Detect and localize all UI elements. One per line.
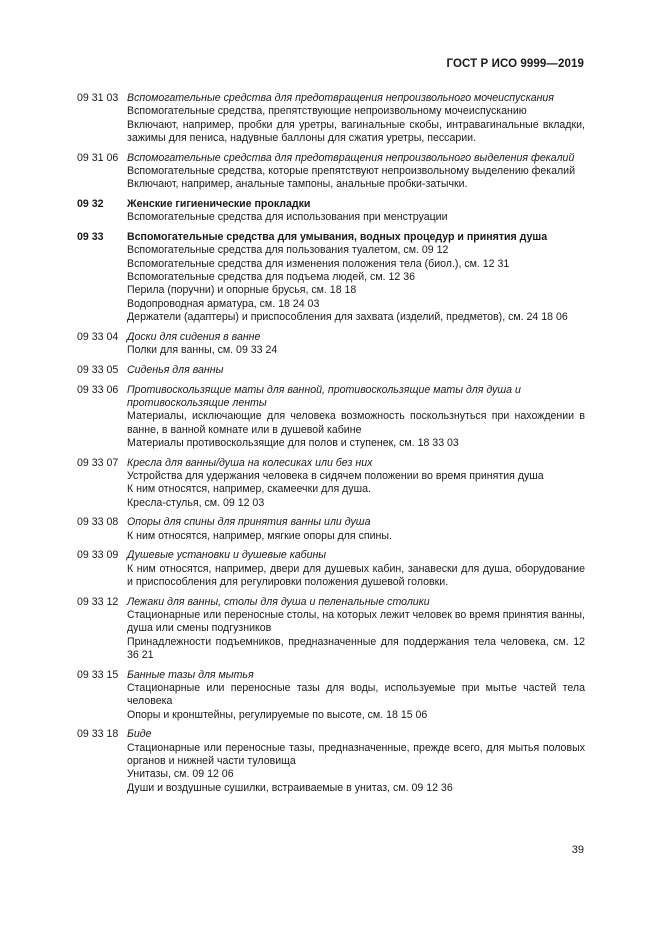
entry-line: Вспомогательные средства для подъема людей, см. 12 36 <box>127 271 416 284</box>
entry-code: 09 33 18 <box>77 728 119 741</box>
entry-09-33 <box>77 231 585 324</box>
entry-09-31-06 <box>77 152 585 192</box>
entry-code: 09 33 05 <box>77 363 119 376</box>
entry-title: Биде <box>127 728 152 741</box>
entry-title: Женские гигиенические прокладки <box>127 198 311 211</box>
entry-line: Включают, например, пробки для уретры, вагинальные скобы, интравагинальные вкладки, зажимы для пениса, надувные баллоны для сжатия уретры, пессарии. <box>127 118 585 144</box>
entry-title: Кресла для ванны/душа на колесиках или без них <box>127 456 373 469</box>
entry-line: Материалы, исключающие для человека возможность поскользнуться при нахождении в ванне, в ванной комнате или в душевой кабине <box>127 410 585 436</box>
entry-line: К ним относятся, например, скамеечки для душа. <box>127 483 371 496</box>
entry-line: Вспомогательные средства, препятствующие непроизвольному мочеиспусканию <box>127 105 527 118</box>
entry-line: Водопроводная арматура, см. 18 24 03 <box>127 297 320 310</box>
entry-title: Вспомогательные средства для умывания, водных процедур и принятия душа <box>127 231 548 244</box>
entry-code: 09 33 04 <box>77 330 119 343</box>
entry-title: Вспомогательные средства для предотвращения непроизвольного мочеиспускания <box>127 92 554 104</box>
entry-code: 09 33 07 <box>77 456 119 469</box>
entry-line: Стационарные или переносные столы, на которых лежит человек во время принятия ванны, душа или смены подгузников <box>127 609 585 635</box>
entry-line: Полки для ванны, см. 09 33 24 <box>127 344 278 357</box>
entry-title: Доски для сидения в ванне <box>127 330 261 343</box>
entry-09-33-08 <box>77 516 585 543</box>
entry-line: Включают, например, анальные тампоны, анальные пробки-затычки. <box>127 178 468 191</box>
entry-code: 09 33 09 <box>77 549 119 562</box>
entry-line: К ним относятся, например, двери для душевых кабин, занавески для душа, оборудование и приспособления для регулировки положения душевой головки. <box>127 562 585 588</box>
entry-line: Вспомогательные средства для пользования туалетом, см. 09 12 <box>127 244 449 257</box>
entry-code: 09 31 06 <box>77 151 119 164</box>
entry-title: Противоскользящие маты для ванной, противоскользящие маты для душа и противоскользящие ленты <box>127 383 521 409</box>
entry-line: Материалы противоскользящие для полов и ступенек, см. 18 33 03 <box>127 436 459 449</box>
entry-09-31-03 <box>77 92 585 145</box>
entry-line: Перила (поручни) и опорные брусья, см. 18 18 <box>127 284 357 297</box>
entry-line: Кресла-стулья, см. 09 12 03 <box>127 496 265 509</box>
classification-list <box>77 92 585 801</box>
entry-code: 09 33 <box>77 231 104 244</box>
entry-line: Стационарные или переносные тазы, предназначенные, прежде всего, для мытья половых органов и нижней части туловища <box>127 741 585 768</box>
entry-line: Стационарные или переносные тазы для воды, используемые при мытье частей тела человека <box>127 682 585 708</box>
entry-title: Душевые установки и душевые кабины <box>127 549 327 562</box>
entry-code: 09 33 12 <box>77 595 119 608</box>
entry-line: К ним относятся, например, мягкие опоры для спины. <box>127 529 392 542</box>
entry-line: Души и воздушные сушилки, встраиваемые в унитаз, см. 09 12 36 <box>127 781 453 794</box>
entry-09-33-05 <box>77 364 585 377</box>
entry-line: Принадлежности подъемников, предназначенные для поддержания тела человека, см. 12 36 21 <box>127 635 585 661</box>
entry-code: 09 33 08 <box>77 516 119 529</box>
entry-09-33-04 <box>77 331 585 358</box>
entry-code: 09 31 03 <box>77 92 119 104</box>
entry-code: 09 33 15 <box>77 668 119 681</box>
entry-line: Устройства для удержания человека в сидячем положении во время принятия душа <box>127 469 544 482</box>
entry-line: Вспомогательные средства для использования при менструации <box>127 211 448 224</box>
entry-09-33-07 <box>77 457 585 510</box>
entry-09-33-18 <box>77 728 585 794</box>
entry-title: Сиденья для ванны <box>127 363 224 376</box>
entry-title: Вспомогательные средства для предотвращения непроизвольного выделения фекалий <box>127 151 575 164</box>
entry-title: Лежаки для ванны, столы для душа и пеленальные столики <box>127 595 430 608</box>
entry-title: Банные тазы для мытья <box>127 668 254 681</box>
entry-line: Держатели (адаптеры) и приспособления для захвата (изделий, предметов), см. 24 18 06 <box>127 310 568 323</box>
entry-line: Вспомогательные средства, которые препятствуют непроизвольному выделению фекалий <box>127 164 576 177</box>
entry-09-33-06 <box>77 384 585 450</box>
document-header: ГОСТ Р ИСО 9999—2019 <box>446 58 584 70</box>
entry-code: 09 32 <box>77 198 104 211</box>
entry-code: 09 33 06 <box>77 383 119 396</box>
entry-line: Унитазы, см. 09 12 06 <box>127 768 234 781</box>
entry-09-33-09 <box>77 549 585 589</box>
entry-09-33-12 <box>77 596 585 662</box>
entry-line: Опоры и кронштейны, регулируемые по высоте, см. 18 15 06 <box>127 708 428 721</box>
entry-title: Опоры для спины для принятия ванны или душа <box>127 516 371 529</box>
entry-09-32 <box>77 198 585 225</box>
entry-09-33-15 <box>77 669 585 722</box>
entry-line: Вспомогательные средства для изменения положения тела (биол.), см. 12 31 <box>127 257 510 270</box>
page-number: 39 <box>571 844 584 856</box>
